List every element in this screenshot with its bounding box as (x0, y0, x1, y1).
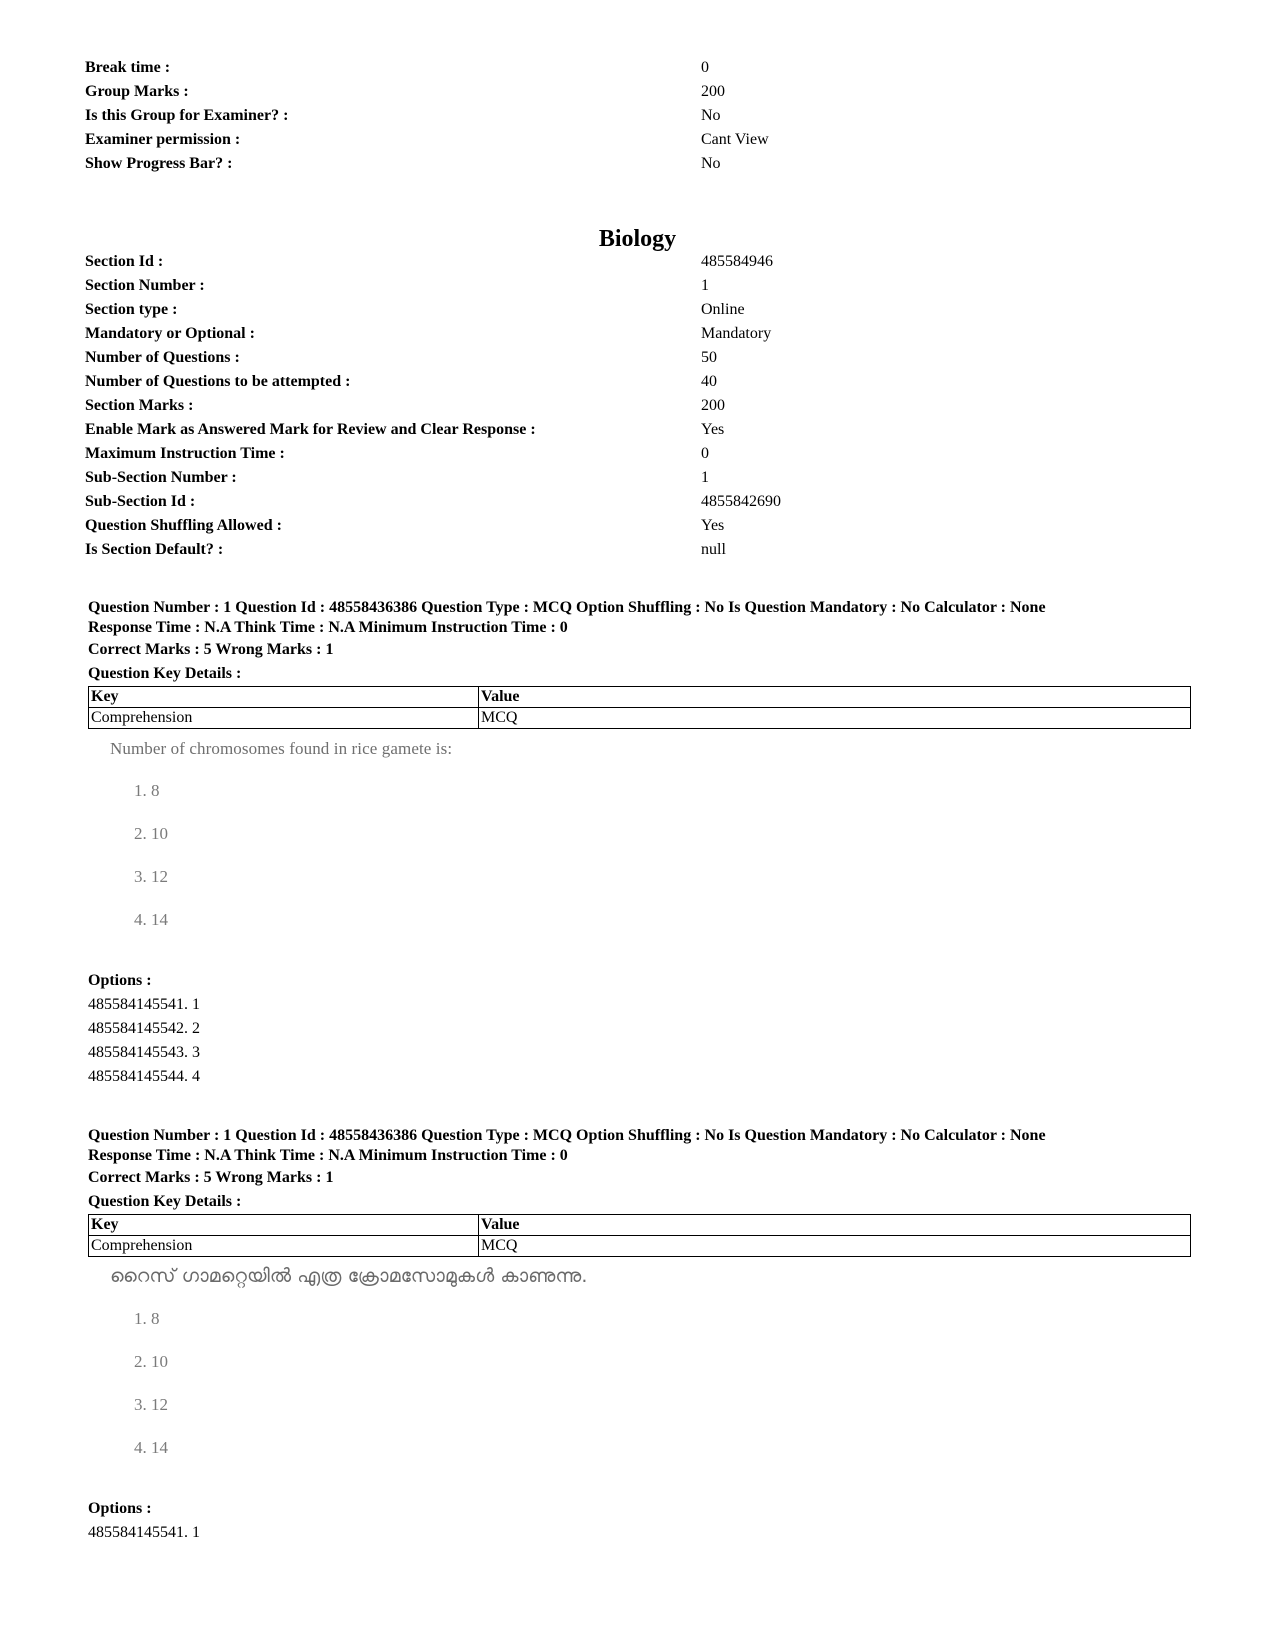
field-label: Sub-Section Number : (85, 469, 237, 486)
field-label: Is Section Default? : (85, 541, 224, 558)
kv-row (85, 128, 1215, 152)
question-timing: Response Time : N.A Think Time : N.A Minimum Instruction Time : 0 (88, 619, 568, 636)
kv-row (85, 346, 1215, 370)
image-option: 4. 14 (134, 1438, 168, 1457)
field-label: Number of Questions : (85, 349, 240, 366)
field-value: Yes (701, 517, 725, 534)
kv-row (85, 298, 1215, 322)
kv-row (85, 370, 1215, 394)
table-cell-key: Comprehension (89, 1236, 479, 1257)
kv-row (85, 274, 1215, 298)
image-option: 3. 12 (134, 867, 168, 886)
field-label: Section Id : (85, 253, 164, 270)
image-option: 2. 10 (134, 1352, 168, 1371)
option-item: 485584145542. 2 (88, 1020, 200, 1037)
table-header-key: Key (89, 1215, 479, 1236)
table-header-row (89, 687, 1191, 708)
field-value: 200 (701, 397, 725, 414)
field-label: Section Number : (85, 277, 205, 294)
option-item: 485584145544. 4 (88, 1068, 200, 1085)
field-value: 4855842690 (701, 493, 781, 510)
field-label: Question Shuffling Allowed : (85, 517, 282, 534)
question-text: റൈസ് ഗാമറ്റെയിൽ എത്ര ക്രോമസോമുകൾ കാണുന്നു. (110, 1265, 588, 1287)
field-value: 200 (701, 83, 725, 100)
field-value: Cant View (701, 131, 769, 148)
kv-row (85, 322, 1215, 346)
kv-row (85, 466, 1215, 490)
table-header-key: Key (89, 687, 479, 708)
option-item: 485584145541. 1 (88, 996, 200, 1013)
image-option: 1. 8 (134, 781, 160, 800)
options-label: Options : (88, 1500, 152, 1517)
field-value: No (701, 107, 721, 124)
kv-row (85, 250, 1215, 274)
kv-row (85, 418, 1215, 442)
question-timing: Response Time : N.A Think Time : N.A Minimum Instruction Time : 0 (88, 1147, 568, 1164)
field-value: 0 (701, 59, 709, 76)
options-label: Options : (88, 972, 152, 989)
field-label: Maximum Instruction Time : (85, 445, 285, 462)
field-value: 40 (701, 373, 717, 390)
field-label: Mandatory or Optional : (85, 325, 255, 342)
image-option: 1. 8 (134, 1309, 160, 1328)
question-marks: Correct Marks : 5 Wrong Marks : 1 (88, 641, 334, 658)
group-info (85, 56, 1215, 176)
field-label: Section Marks : (85, 397, 194, 414)
option-item: 485584145543. 3 (88, 1044, 200, 1061)
field-value: Online (701, 301, 745, 318)
table-header-value: Value (479, 687, 1191, 708)
question-meta: Question Number : 1 Question Id : 48558436386 Question Type : MCQ Option Shuffling : No Is Question Mandatory : No Calculator : None (88, 599, 1046, 616)
kv-row (85, 152, 1215, 176)
image-option: 4. 14 (134, 910, 168, 929)
section-title: Biology (598, 226, 677, 252)
field-label: Break time : (85, 59, 171, 76)
field-value: 485584946 (701, 253, 773, 270)
kv-row (85, 442, 1215, 466)
field-value: 1 (701, 277, 709, 294)
field-label: Section type : (85, 301, 178, 318)
kv-row (85, 394, 1215, 418)
field-value: Yes (701, 421, 725, 438)
image-option: 2. 10 (134, 824, 168, 843)
field-label: Group Marks : (85, 83, 189, 100)
kv-row (85, 538, 1215, 562)
kv-row (85, 490, 1215, 514)
field-value: No (701, 155, 721, 172)
table-cell-value: MCQ (479, 1236, 1191, 1257)
image-option: 3. 12 (134, 1395, 168, 1414)
table-header-value: Value (479, 1215, 1191, 1236)
field-value: 50 (701, 349, 717, 366)
section-info (85, 250, 1215, 562)
kv-row (85, 80, 1215, 104)
key-details-label: Question Key Details : (88, 1193, 242, 1210)
field-value: 0 (701, 445, 709, 462)
field-label: Enable Mark as Answered Mark for Review and Clear Response : (85, 421, 536, 438)
table-cell-key: Comprehension (89, 708, 479, 729)
field-label: Is this Group for Examiner? : (85, 107, 289, 124)
question-meta: Question Number : 1 Question Id : 48558436386 Question Type : MCQ Option Shuffling : No Is Question Mandatory : No Calculator : None (88, 1127, 1046, 1144)
question-image (88, 729, 1198, 969)
field-label: Examiner permission : (85, 131, 241, 148)
question-block (88, 1126, 1198, 1545)
option-item: 485584145541. 1 (88, 1524, 200, 1541)
table-header-row (89, 1215, 1191, 1236)
question-marks: Correct Marks : 5 Wrong Marks : 1 (88, 1169, 334, 1186)
table-row (89, 708, 1191, 729)
field-value: Mandatory (701, 325, 772, 342)
kv-row (85, 104, 1215, 128)
field-label: Show Progress Bar? : (85, 155, 233, 172)
key-details-table (88, 1214, 1191, 1257)
field-value: 1 (701, 469, 709, 486)
kv-row (85, 514, 1215, 538)
table-cell-value: MCQ (479, 708, 1191, 729)
question-image (88, 1257, 1198, 1497)
question-text: Number of chromosomes found in rice gamete is: (110, 739, 453, 758)
field-label: Sub-Section Id : (85, 493, 196, 510)
field-label: Number of Questions to be attempted : (85, 373, 351, 390)
key-details-table (88, 686, 1191, 729)
question-block (88, 598, 1198, 1089)
key-details-label: Question Key Details : (88, 665, 242, 682)
field-value: null (701, 541, 726, 558)
kv-row (85, 56, 1215, 80)
table-row (89, 1236, 1191, 1257)
